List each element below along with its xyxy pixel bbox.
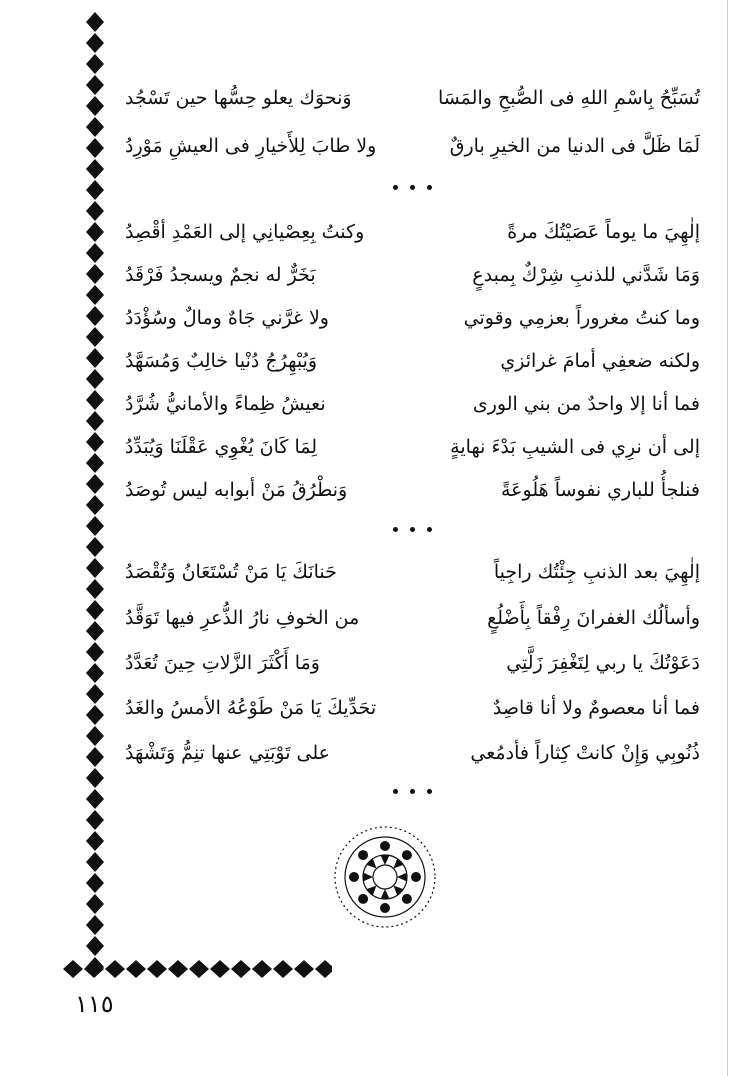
border-diamond — [86, 558, 104, 578]
second-hemistich: وكنتُ بِعِصْيانِي إلى العَمْدِ أقْصِدُ — [125, 221, 365, 243]
border-diamond — [86, 222, 104, 242]
border-diamond — [86, 726, 104, 746]
second-hemistich: وَنحوَك يعلو حِسُّها حين تَسْجُد — [125, 87, 352, 109]
first-hemistich: لَمَا ظَلَّ فى الدنيا من الخيرِ بارقٌ — [449, 135, 700, 157]
second-hemistich: وَنطْرُقُ مَنْ أبوابه ليس تُوصَدُ — [125, 479, 348, 501]
border-diamond — [86, 789, 104, 809]
border-diamond — [231, 960, 251, 978]
border-diamond — [86, 537, 104, 557]
border-diamond — [86, 411, 104, 431]
border-diamond — [86, 831, 104, 851]
first-hemistich: تُسَبِّحُ بِاسْمِ اللهِ فى الصُّبحِ والمَسَا — [437, 87, 700, 109]
verse — [125, 255, 700, 295]
decorative-border-horizontal — [62, 958, 332, 980]
verse — [125, 552, 700, 592]
border-diamond — [86, 873, 104, 893]
first-hemistich: فما أنا معصومٌ ولا أنا قاصِدٌ — [492, 697, 700, 719]
border-diamond — [86, 852, 104, 872]
rosette-petal — [402, 894, 412, 904]
verse — [125, 688, 700, 728]
first-hemistich: دَعَوْتُكَ يا ربي لِتَغْفِرَ زَلَّتِي — [506, 652, 700, 674]
page-edge — [727, 0, 728, 1076]
first-hemistich: وَمَا شَدَّني للذنبِ شِرْكٌ بِمبدعٍ — [472, 264, 700, 286]
border-diamond — [86, 894, 104, 914]
border-diamond — [86, 180, 104, 200]
second-hemistich: من الخوفِ نارُ الذُّعرِ فيها تَوَقَّدُ — [125, 607, 360, 629]
verse — [125, 126, 700, 166]
border-diamond — [86, 201, 104, 221]
border-diamond — [86, 915, 104, 935]
verse — [125, 78, 700, 118]
border-diamond — [86, 579, 104, 599]
border-diamond — [210, 960, 230, 978]
rosette-ornament-icon — [330, 822, 440, 932]
verse — [125, 298, 700, 338]
border-diamond — [86, 348, 104, 368]
first-hemistich: فنلجأُ للباري نفوساً هَلُوعَةً — [501, 479, 700, 501]
second-hemistich: حَنانَكَ يَا مَنْ تُسْتَعَانُ وَتُقْصَدُ — [125, 561, 337, 583]
rosette-petal — [349, 872, 359, 882]
rosette-star-point — [397, 873, 407, 882]
verse — [125, 427, 700, 467]
decorative-border-vertical — [80, 12, 110, 977]
rosette-star-point — [381, 889, 390, 899]
verse — [125, 384, 700, 424]
rosette-petal — [358, 850, 368, 860]
border-diamond — [252, 960, 272, 978]
border-diamond — [86, 768, 104, 788]
border-diamond — [86, 495, 104, 515]
border-diamond — [86, 390, 104, 410]
border-diamond — [86, 747, 104, 767]
second-hemistich: وَيُبْهِرُجُ دُنْيا خالِبٌ وَمُسَهَّدُ — [125, 350, 318, 372]
border-diamond — [86, 936, 104, 956]
border-diamond — [84, 960, 104, 978]
border-diamond — [86, 264, 104, 284]
first-hemistich: إلٰهِيَ ما يوماً عَصَيْتُكَ مرةً — [507, 221, 700, 243]
border-diamond — [86, 453, 104, 473]
second-hemistich: على تَوْبَتِي عنها تنِمُّ وَتَشْهَدُ — [125, 742, 331, 764]
rosette-star-point — [367, 859, 377, 869]
border-diamond — [189, 960, 209, 978]
border-diamond — [86, 600, 104, 620]
verse — [125, 212, 700, 252]
border-diamond — [147, 960, 167, 978]
border-diamond — [86, 369, 104, 389]
border-diamond — [86, 621, 104, 641]
border-diamond — [294, 960, 314, 978]
rosette-petal — [380, 841, 390, 851]
first-hemistich: إلى أن نرِي فى الشيبِ بَدْءَ نهايةٍ — [450, 436, 700, 458]
border-diamond — [86, 75, 104, 95]
verse — [125, 470, 700, 510]
border-diamond — [86, 33, 104, 53]
second-hemistich: ولا طابَ لِلأَخيارِ فى العيشِ مَوْرِدُ — [125, 135, 377, 157]
border-diamond — [86, 285, 104, 305]
verse — [125, 598, 700, 638]
second-hemistich: تحَدِّيكَ يَا مَنْ طَوْعُهُ الأمسُ والغَدُ — [125, 697, 377, 719]
rosette-star-point — [363, 873, 373, 882]
border-diamond — [86, 12, 104, 32]
border-diamond — [86, 243, 104, 263]
second-hemistich: بَخَرٌّ له نجمٌ ويسجدُ فَرْقَدُ — [125, 264, 316, 286]
border-diamond — [168, 960, 188, 978]
border-diamond — [86, 705, 104, 725]
border-diamond — [86, 474, 104, 494]
stanza-separator — [125, 520, 700, 536]
border-diamond — [126, 960, 146, 978]
border-diamond — [273, 960, 293, 978]
verse — [125, 733, 700, 773]
border-diamond — [86, 432, 104, 452]
border-diamond — [86, 159, 104, 179]
rosette-star-point — [367, 885, 377, 895]
first-hemistich: ولكنه ضعفِي أمامَ غرائزي — [500, 350, 700, 372]
rosette-petal — [402, 850, 412, 860]
border-diamond — [86, 516, 104, 536]
second-hemistich: نعيشُ ظِماءً والأمانيُّ شُرَّدُ — [125, 393, 326, 415]
border-diamond — [86, 54, 104, 74]
second-hemistich: لِمَا كَانَ يُغْوِي عَقْلَنَا وَيُبَدِّدُ — [125, 436, 318, 458]
second-hemistich: ولا غرَّني جَاهٌ ومالٌ وسُؤْدَدُ — [125, 307, 329, 329]
border-diamond — [86, 138, 104, 158]
first-hemistich: وما كنتُ مغروراً بعزمِي وقوتي — [463, 307, 700, 329]
rosette-petal — [380, 903, 390, 913]
border-diamond — [86, 306, 104, 326]
border-diamond — [315, 960, 332, 978]
stanza-separator — [125, 782, 700, 798]
first-hemistich: ذُنُوبِي وَإِنْ كانتْ كِثاراً فأدمُعي — [470, 742, 700, 764]
verse — [125, 341, 700, 381]
rosette-star-point — [381, 855, 390, 865]
second-hemistich: وَمَا أَكْثَرَ الزَّلاتِ حِينَ تُعَدَّدُ — [125, 652, 320, 674]
border-diamond — [63, 960, 83, 978]
first-hemistich: وأسألُك الغفرانَ رِفْقاً بِأَضْلُعٍ — [487, 607, 700, 629]
rosette-petal — [411, 872, 421, 882]
border-diamond — [86, 117, 104, 137]
border-diamond — [86, 327, 104, 347]
border-diamond — [105, 960, 125, 978]
border-diamond — [86, 96, 104, 116]
border-diamond — [86, 663, 104, 683]
page-number: ١١٥ — [75, 990, 114, 1018]
rosette-star-point — [393, 859, 403, 869]
first-hemistich: إلٰهِيَ بعد الذنبِ جِئْتُك راجِياً — [493, 561, 700, 583]
rosette-star-point — [393, 885, 403, 895]
border-diamond — [86, 810, 104, 830]
border-diamond — [86, 642, 104, 662]
stanza-separator — [125, 178, 700, 194]
border-diamond — [86, 684, 104, 704]
first-hemistich: فما أنا إلا واحدٌ من بني الورى — [472, 393, 700, 415]
verse — [125, 643, 700, 683]
rosette-petal — [358, 894, 368, 904]
